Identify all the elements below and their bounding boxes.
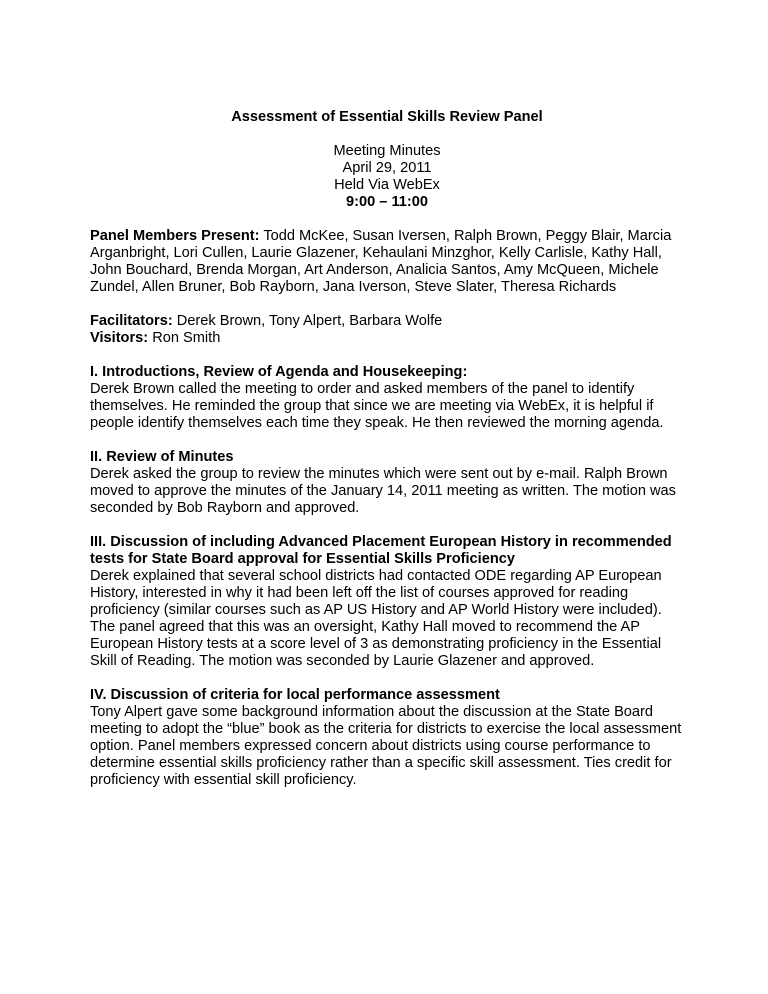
visitors-label: Visitors:	[90, 330, 149, 346]
section-heading: II. Review of Minutes	[90, 449, 234, 465]
document-page	[90, 109, 684, 806]
panel-members-list: Todd McKee, Susan Iversen, Ralph Brown, Peggy Blair, Marcia Arganbright, Lori Cullen, Laurie Glazener, Kehaulani Minzghor, Kelly Carlisle, Kathy Hall, John Bouchard, Brenda Morgan, Art Anderson, Analicia Santos, Amy McQueen, Michele Zundel, Allen Bruner, Bob Rayborn, Jana Iverson, Steve Slater, Theresa Richards	[90, 228, 672, 295]
visitors-line	[90, 330, 684, 347]
section-heading: IV. Discussion of criteria for local performance assessment	[90, 687, 500, 703]
meeting-time: 9:00 – 11:00	[346, 194, 428, 210]
section-heading: I. Introductions, Review of Agenda and Housekeeping:	[90, 364, 468, 380]
visitors-list: Ron Smith	[152, 330, 221, 346]
section-heading: III. Discussion of including Advanced Placement European History in recommended tests for State Board approval for Essential Skills Proficiency	[90, 534, 672, 567]
meeting-date: April 29, 2011	[342, 160, 432, 176]
section-introductions	[90, 364, 684, 432]
facilitators-line	[90, 313, 684, 330]
panel-members-paragraph	[90, 228, 684, 296]
facilitators-label: Facilitators:	[90, 313, 173, 329]
title-block	[90, 109, 684, 126]
meeting-subtitle: Meeting Minutes	[333, 143, 441, 159]
section-body: Derek asked the group to review the minutes which were sent out by e-mail. Ralph Brown moved to approve the minutes of the January 14, 2011 meeting as written. The motion was seconded by Bob Rayborn and approved.	[90, 466, 676, 516]
meeting-info-block	[90, 143, 684, 211]
section-body: Derek Brown called the meeting to order and asked members of the panel to identify themselves. He reminded the group that since we are meeting via WebEx, it is helpful if people identify themselves each time they speak. He then reviewed the morning agenda.	[90, 381, 664, 431]
section-body: Derek explained that several school districts had contacted ODE regarding AP European History, interested in why it had been left off the list of courses approved for reading proficiency (similar courses such as AP US History and AP World History were included). The panel agreed that this was an oversight, Kathy Hall moved to recommend the AP European History tests at a score level of 3 as demonstrating proficiency in the Essential Skill of Reading. The motion was seconded by Laurie Glazener and approved.	[90, 568, 662, 669]
facilitators-list: Derek Brown, Tony Alpert, Barbara Wolfe	[176, 313, 443, 329]
document-title: Assessment of Essential Skills Review Panel	[231, 109, 543, 125]
section-body: Tony Alpert gave some background information about the discussion at the State Board meeting to adopt the “blue” book as the criteria for districts to exercise the local assessment option. Panel members expressed concern about districts using course performance to determine essential skills proficiency rather than a specific skill assessment. Ties credit for proficiency with essential skill proficiency.	[90, 704, 682, 788]
meeting-venue: Held Via WebEx	[334, 177, 440, 193]
section-review-minutes	[90, 449, 684, 517]
section-local-performance-assessment	[90, 687, 684, 789]
section-ap-european-history	[90, 534, 684, 670]
panel-members-label: Panel Members Present:	[90, 228, 260, 244]
